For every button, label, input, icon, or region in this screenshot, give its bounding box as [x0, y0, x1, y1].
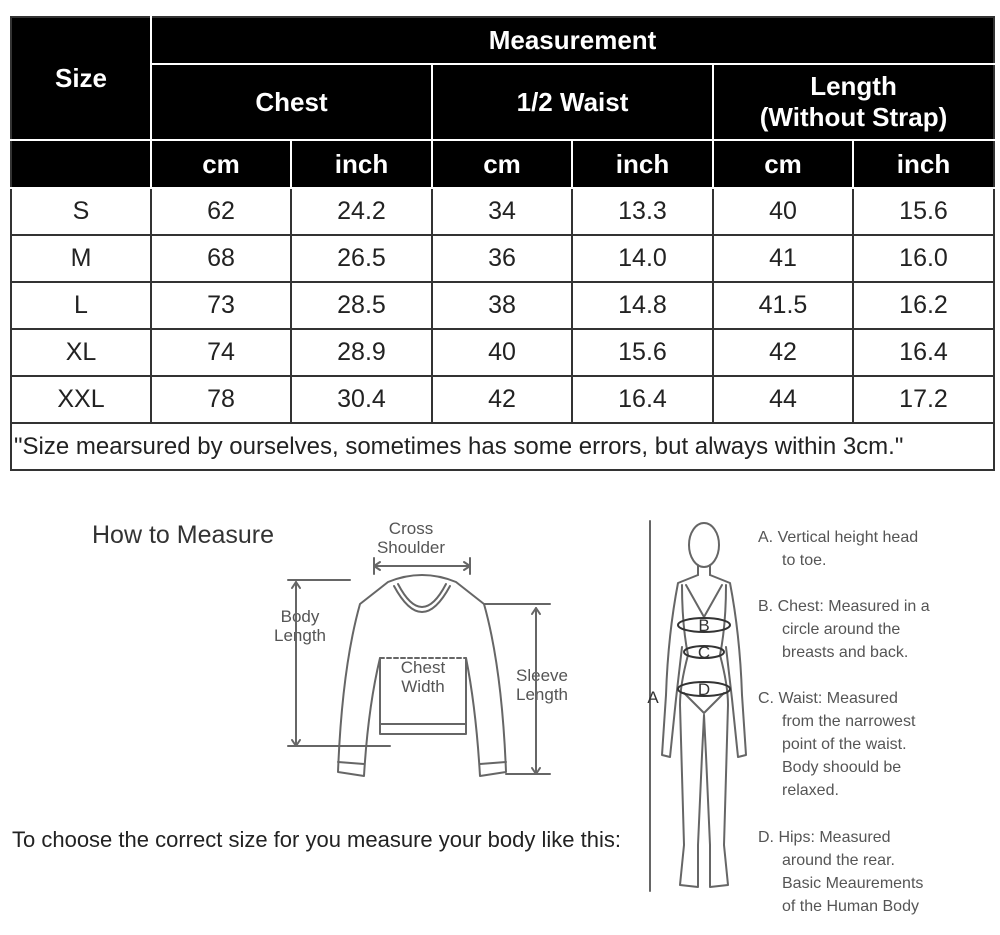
length-cm-cell: 41	[713, 235, 853, 282]
chest-header: Chest	[151, 64, 432, 140]
note-b	[758, 595, 988, 664]
waist-cm-cell: 40	[432, 329, 572, 376]
cross-shoulder-label-line2: Shoulder	[376, 538, 446, 557]
note-c-line3: point of the waist.	[782, 736, 907, 753]
note-d	[758, 826, 988, 918]
waist-inch-cell: 13.3	[572, 188, 713, 235]
note-d-line2: around the rear.	[782, 852, 895, 869]
size-cell: L	[11, 282, 151, 329]
waist-inch-cell: 16.4	[572, 376, 713, 423]
measurement-header: Measurement	[151, 17, 994, 64]
note-d-line4: of the Human Body	[782, 898, 919, 915]
sweater-diagram-icon	[270, 548, 570, 788]
length-cm-cell: 44	[713, 376, 853, 423]
how-to-measure-title: How to Measure	[92, 521, 275, 549]
waist-cm-cell: 38	[432, 282, 572, 329]
chest-inch-cell: 26.5	[291, 235, 432, 282]
choose-size-instruction: To choose the correct size for you measure your body like this:	[12, 827, 621, 852]
length-inch-cell: 15.6	[853, 188, 994, 235]
waist-inch-cell: 14.0	[572, 235, 713, 282]
note-a-line2: to toe.	[782, 552, 827, 569]
chest-cm-cell: 68	[151, 235, 291, 282]
chest-cm-cell: 62	[151, 188, 291, 235]
size-header: Size	[11, 17, 151, 140]
human-body-diagram-icon	[640, 515, 760, 905]
unit-header-length-cm: cm	[713, 140, 853, 188]
waist-header: 1/2 Waist	[432, 64, 713, 140]
body-length-label-line2: Length	[274, 626, 326, 645]
length-inch-cell: 16.2	[853, 282, 994, 329]
cross-shoulder-label-line1: Cross	[388, 519, 434, 538]
note-d-line3: Basic Meaurements	[782, 875, 924, 892]
table-row	[11, 282, 994, 329]
marker-d: D	[697, 680, 711, 699]
waist-inch-cell: 15.6	[572, 329, 713, 376]
chest-cm-cell: 78	[151, 376, 291, 423]
size-cell: S	[11, 188, 151, 235]
chest-inch-cell: 24.2	[291, 188, 432, 235]
note-b-line3: breasts and back.	[782, 644, 909, 661]
note-c-line4: Body shoould be	[782, 759, 902, 776]
note-c-line5: relaxed.	[782, 782, 839, 799]
table-row	[11, 188, 994, 235]
unit-header-length-inch: inch	[853, 140, 994, 188]
sleeve-length-label-line2: Length	[516, 685, 568, 704]
length-inch-cell: 16.0	[853, 235, 994, 282]
unit-header-chest-inch: inch	[291, 140, 432, 188]
length-cm-cell: 41.5	[713, 282, 853, 329]
unit-header-waist-cm: cm	[432, 140, 572, 188]
marker-b: B	[698, 616, 710, 635]
length-inch-cell: 17.2	[853, 376, 994, 423]
length-inch-cell: 16.4	[853, 329, 994, 376]
waist-inch-cell: 14.8	[572, 282, 713, 329]
size-cell: XL	[11, 329, 151, 376]
length-cm-cell: 40	[713, 188, 853, 235]
size-unit-blank	[11, 140, 151, 188]
chest-width-label-line1: Chest	[400, 658, 446, 677]
note-row	[11, 423, 994, 470]
length-header	[713, 64, 994, 140]
waist-cm-cell: 34	[432, 188, 572, 235]
length-header-line2: (Without Strap)	[759, 102, 948, 132]
chest-cm-cell: 73	[151, 282, 291, 329]
chest-cm-cell: 74	[151, 329, 291, 376]
size-cell: M	[11, 235, 151, 282]
chest-inch-cell: 28.9	[291, 329, 432, 376]
length-cm-cell: 42	[713, 329, 853, 376]
chest-inch-cell: 30.4	[291, 376, 432, 423]
chest-width-label-line2: Width	[401, 677, 445, 696]
unit-header-waist-inch: inch	[572, 140, 713, 188]
note-c-line1: C. Waist: Measured	[758, 690, 898, 707]
length-header-line1: Length	[810, 71, 897, 101]
note-b-line1: B. Chest: Measured in a	[758, 598, 930, 615]
note-a-line1: A. Vertical height head	[758, 529, 919, 546]
table-row	[11, 235, 994, 282]
note-c	[758, 687, 988, 802]
size-chart-table	[10, 16, 995, 471]
chest-inch-cell: 28.5	[291, 282, 432, 329]
note-c-line2: from the narrowest	[782, 713, 916, 730]
sleeve-length-label-line1: Sleeve	[516, 666, 568, 685]
note-b-line2: circle around the	[782, 621, 901, 638]
body-length-label-line1: Body	[280, 607, 320, 626]
note-a	[758, 526, 988, 572]
unit-header-chest-cm: cm	[151, 140, 291, 188]
marker-c: C	[697, 643, 711, 662]
table-row	[11, 329, 994, 376]
waist-cm-cell: 42	[432, 376, 572, 423]
size-note: "Size mearsured by ourselves, sometimes has some errors, but always within 3cm."	[11, 423, 994, 470]
marker-a: A	[647, 688, 659, 707]
size-cell: XXL	[11, 376, 151, 423]
note-d-line1: D. Hips: Measured	[758, 829, 891, 846]
waist-cm-cell: 36	[432, 235, 572, 282]
table-row	[11, 376, 994, 423]
